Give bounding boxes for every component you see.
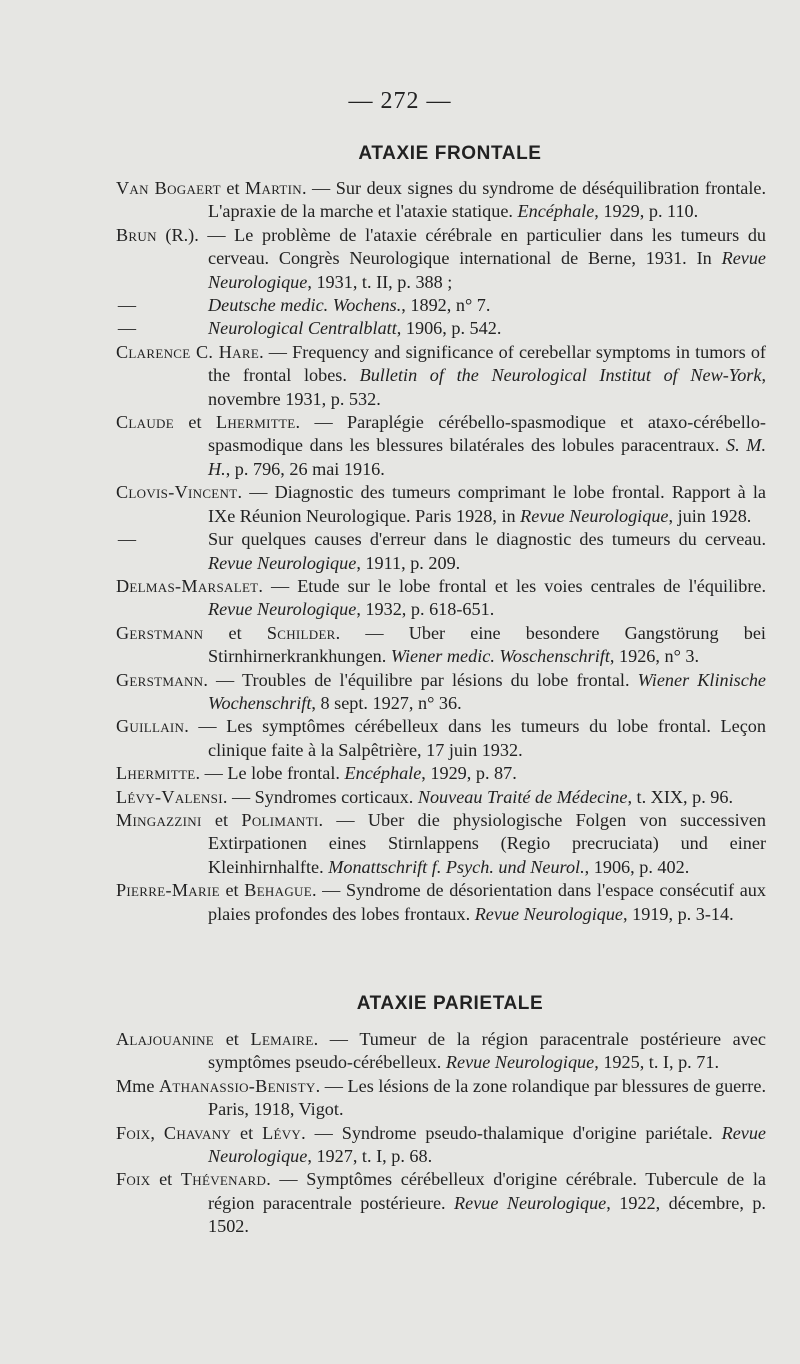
publication-details: , 1922, décembre, p. 1502. bbox=[208, 1192, 766, 1237]
reference-entry bbox=[116, 224, 766, 294]
reference-entry bbox=[116, 786, 766, 809]
author-prefix: Mme bbox=[116, 1075, 159, 1096]
reference-text: . — Sur deux signes du syndrome de déséquilibration frontale. L'apraxie de la marche et l'ataxie statique. bbox=[208, 178, 767, 222]
author-name: Alajouanine bbox=[116, 1029, 215, 1049]
publication-details: , 1926, n° 3. bbox=[609, 646, 700, 667]
author-name: Clarence C. Hare bbox=[116, 341, 260, 362]
reference-entry bbox=[116, 411, 766, 481]
reference-entry bbox=[116, 341, 766, 411]
publication-details: , 1892, n° 7. bbox=[401, 295, 491, 316]
publication-details: , 1919, p. 3-14. bbox=[623, 903, 734, 924]
journal-title: Neurological Centralblatt bbox=[208, 318, 397, 339]
reference-text: . — Les lésions de la zone rolandique par blessures de guerre. Paris, 1918, Vigot. bbox=[208, 1075, 766, 1120]
journal-title: Revue Neurologique bbox=[520, 505, 669, 526]
publication-details: , 1932, p. 618-651. bbox=[356, 599, 495, 620]
reference-entry bbox=[116, 294, 766, 317]
reference-entry bbox=[116, 809, 766, 879]
section-heading-frontale: ATAXIE FRONTALE bbox=[358, 143, 542, 164]
reference-text: . — Uber eine besondere Gangstörung bei Stirnhirnerkrankhungen. bbox=[208, 622, 766, 667]
publication-details: , 1929, p. 110. bbox=[594, 201, 699, 222]
journal-title: Encéphale bbox=[344, 763, 422, 784]
author-name: Claude bbox=[116, 412, 174, 433]
journal-title: Wiener medic. Woschenschrift bbox=[390, 646, 610, 667]
author-name: Clovis-Vincent bbox=[116, 482, 238, 503]
publication-details: , t. XIX, p. 96. bbox=[627, 786, 734, 807]
journal-title: S. M. H. bbox=[208, 435, 766, 479]
reference-entry bbox=[116, 762, 766, 785]
reference-entry bbox=[116, 1122, 766, 1169]
journal-title: Revue Neurologique bbox=[445, 1052, 595, 1073]
reference-text: . — Diagnostic des tumeurs comprimant le lobe frontal. Rapport à la IXe Réunion Neurologique. Paris 1928, in bbox=[208, 482, 766, 526]
author-name: Delmas-Marsalet bbox=[116, 575, 259, 596]
section-heading-parietale: ATAXIE PARIETALE bbox=[356, 993, 544, 1014]
publication-details: , juin 1928. bbox=[668, 505, 752, 526]
author-name: Behague bbox=[244, 880, 312, 901]
author-name: Gerstmann bbox=[116, 669, 204, 690]
reference-text: . — Uber die physiologische Folgen von successiven Extirpationen eines Stirnlappens (Regio precruciata) und einer Kleinhirnhalfte. bbox=[208, 809, 766, 877]
author-joiner: et bbox=[150, 1169, 181, 1190]
journal-title: Bulletin of the Neurological Institut of New-York bbox=[359, 365, 762, 386]
reference-text: . — Etude sur le lobe frontal et les voies centrales de l'équilibre. bbox=[258, 575, 766, 596]
reference-list-frontale bbox=[116, 177, 766, 926]
author-name: Athanassio-Benisty bbox=[158, 1075, 316, 1096]
author-name: Van Bogaert bbox=[116, 178, 221, 198]
journal-title: Revue Neurologique bbox=[208, 248, 766, 292]
author-name: Thévenard bbox=[180, 1169, 267, 1190]
journal-title: Revue Neurologique bbox=[474, 903, 624, 924]
author-name: Guillain bbox=[116, 716, 185, 737]
reference-entry bbox=[116, 317, 766, 340]
publication-details: , 1906, p. 402. bbox=[584, 856, 690, 877]
author-name: Lemaire bbox=[250, 1029, 314, 1049]
author-joiner: et bbox=[214, 1029, 251, 1049]
author-name: Foix bbox=[116, 1169, 151, 1190]
author-joiner: et bbox=[231, 1122, 263, 1143]
reference-entry bbox=[116, 1168, 766, 1238]
reference-text: Sur quelques causes d'erreur dans le diagnostic des tumeurs du cerveau. bbox=[208, 529, 766, 550]
author-joiner: et bbox=[173, 412, 216, 433]
author-name: Gerstmann bbox=[116, 622, 204, 643]
publication-details: , 1925, t. I, p. 71. bbox=[594, 1052, 720, 1073]
publication-details: , p. 796, 26 mai 1916. bbox=[225, 458, 385, 479]
author-name: Brun bbox=[116, 224, 157, 245]
journal-title: Revue Neurologique bbox=[454, 1192, 607, 1213]
reference-entry bbox=[116, 528, 766, 575]
reference-entry bbox=[116, 622, 766, 669]
reference-text: . — Paraplégie cérébello-spasmodique et ataxo-cérébello-spasmodique dans les blessures bilatérales des lobules paracentraux. bbox=[208, 412, 766, 456]
reference-text: . — Le problème de l'ataxie cérébrale en particulier dans les tumeurs du cerveau. Congrès Neurologique international de Berne, 1931. In bbox=[194, 224, 767, 269]
page-number: — 272 — bbox=[348, 88, 452, 114]
author-name: Lhermitte bbox=[116, 763, 196, 784]
ditto-dash: — bbox=[117, 295, 137, 316]
author-joiner: , bbox=[150, 1122, 164, 1143]
reference-text: . — Symptômes cérébelleux d'origine cérébrale. Tubercule de la région paracentrale postérieure. bbox=[208, 1169, 766, 1213]
reference-entry bbox=[116, 715, 766, 762]
publication-details: , 1906, p. 542. bbox=[396, 318, 502, 339]
publication-details: , 1931, t. II, p. 388 ; bbox=[307, 271, 453, 292]
author-name: Pierre-Marie bbox=[116, 880, 220, 901]
author-name: Lévy-Valensi bbox=[116, 786, 223, 807]
author-name: Chavany bbox=[163, 1122, 232, 1143]
publication-details: , 1911, p. 209. bbox=[356, 552, 461, 573]
reference-entry bbox=[116, 177, 766, 224]
journal-title: Wiener Klinische Wochenschrift bbox=[208, 669, 767, 713]
reference-entry bbox=[116, 1028, 766, 1075]
journal-title: Monattschrift f. Psych. und Neurol. bbox=[328, 856, 585, 877]
reference-text: . — Syndrome pseudo-thalamique d'origine pariétale. bbox=[301, 1122, 722, 1143]
author-joiner: et bbox=[219, 880, 245, 901]
author-name: Mingazzini bbox=[116, 809, 202, 830]
journal-title: Deutsche medic. Wochens. bbox=[208, 295, 402, 316]
author-name: Lévy bbox=[262, 1122, 302, 1143]
reference-text: . — Les symptômes cérébelleux dans les tumeurs du lobe frontal. Leçon clinique faite à la Salpêtrière, 17 juin 1932. bbox=[184, 716, 766, 760]
ditto-dash: — bbox=[117, 529, 137, 550]
journal-title: Revue Neurologique bbox=[208, 1122, 766, 1167]
reference-text: . — Frequency and significance of cerebellar symptoms in tumors of the frontal lobes. bbox=[208, 341, 766, 386]
author-name: Polimanti bbox=[241, 809, 319, 830]
reference-entry bbox=[116, 575, 766, 622]
reference-text: . — Syndromes corticaux. bbox=[222, 786, 418, 807]
author-initial: (R.) bbox=[156, 224, 195, 245]
author-joiner: et bbox=[220, 178, 246, 198]
reference-text: . — Tumeur de la région paracentrale postérieure avec symptômes pseudo-cérébelleux. bbox=[208, 1029, 766, 1073]
author-name: Martin bbox=[245, 178, 302, 198]
publication-details: , 1929, p. 87. bbox=[421, 763, 517, 784]
reference-entry bbox=[116, 669, 766, 716]
author-name: Schilder bbox=[266, 622, 336, 643]
journal-title: Encéphale bbox=[517, 201, 595, 222]
author-name: Lhermitte bbox=[215, 412, 296, 433]
reference-entry bbox=[116, 879, 766, 926]
author-name: Foix bbox=[116, 1122, 151, 1143]
reference-entry bbox=[116, 1075, 766, 1122]
journal-title: Nouveau Traité de Médecine bbox=[417, 786, 628, 807]
journal-title: Revue Neurologique bbox=[208, 599, 357, 620]
author-joiner: et bbox=[201, 809, 242, 830]
reference-text: . — Troubles de l'équilibre par lésions du lobe frontal. bbox=[203, 669, 638, 690]
reference-text: . — Syndrome de désorientation dans l'espace consécutif aux plaies profondes des lobes frontaux. bbox=[208, 880, 766, 924]
reference-entry bbox=[116, 481, 766, 528]
publication-details: , novembre 1931, p. 532. bbox=[208, 365, 767, 409]
publication-details: , 8 sept. 1927, n° 36. bbox=[311, 692, 462, 713]
author-joiner: et bbox=[203, 622, 267, 643]
publication-details: , 1927, t. I, p. 68. bbox=[307, 1146, 433, 1167]
ditto-dash: — bbox=[117, 318, 137, 339]
journal-title: Revue Neurologique bbox=[208, 552, 357, 573]
reference-text: . — Le lobe frontal. bbox=[195, 763, 345, 784]
reference-list-parietale bbox=[116, 1028, 766, 1239]
